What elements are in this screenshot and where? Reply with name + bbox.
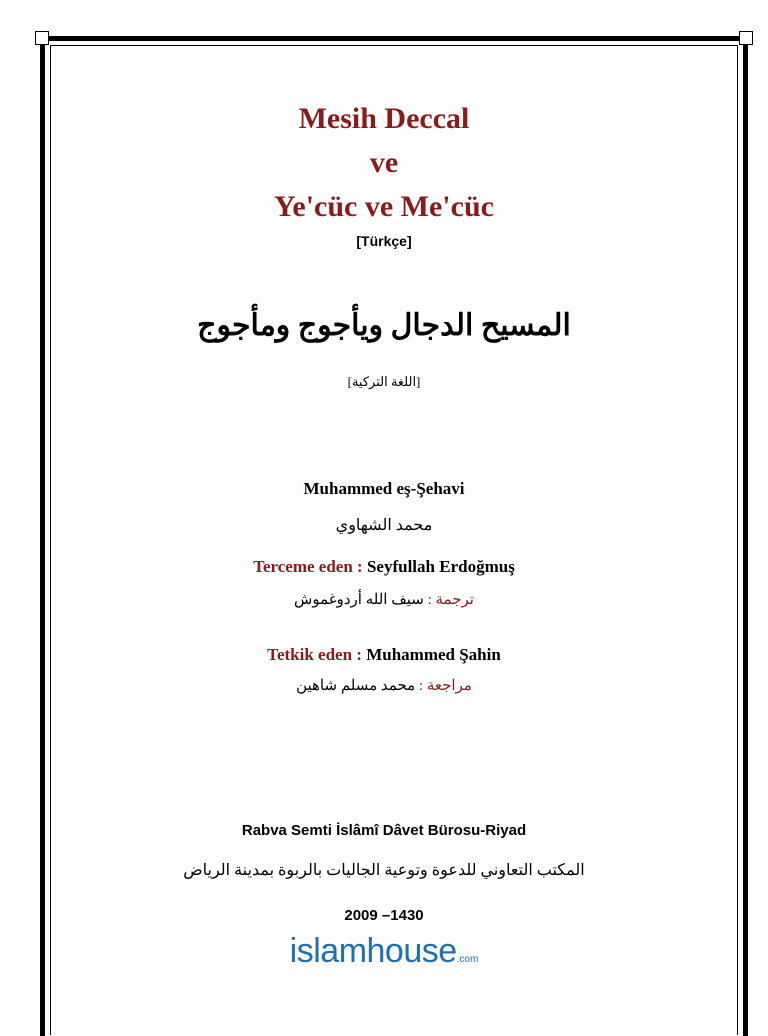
reviewer-name-arabic: محمد مسلم شاهين <box>296 678 416 694</box>
translator-label-arabic: ترجمة : <box>427 592 474 608</box>
publication-year: 2009 –1430 <box>344 907 424 924</box>
logo-domain: .com <box>456 954 479 965</box>
title-line-3: Ye'cüc ve Me'cüc <box>274 190 494 223</box>
reviewer-name: Muhammed Şahin <box>366 645 501 664</box>
reviewer-label: Tetkik eden : <box>267 645 362 664</box>
reviewer-label-arabic: مراجعة : <box>418 678 472 694</box>
publisher-office-arabic: المكتب التعاوني للدعوة وتوعية الجاليات بالربوة بمدينة الرياض <box>183 862 585 879</box>
logo-wordmark: islamhouse <box>289 932 457 970</box>
reviewer-credit-arabic <box>0 676 768 695</box>
author-name-arabic: محمد الشهاوي <box>335 517 433 534</box>
islamhouse-logo <box>0 932 768 971</box>
publisher-office: Rabva Semti İslâmî Dâvet Bürosu-Riyad <box>241 822 527 839</box>
arabic-language-tag: [اللغة التركية] <box>347 374 421 389</box>
translator-name-arabic: سيف الله أردوغموش <box>294 592 424 608</box>
translator-credit <box>0 557 768 577</box>
translator-label: Terceme eden : <box>253 557 363 576</box>
language-tag: [Türkçe] <box>356 233 412 249</box>
translator-credit-arabic <box>0 590 768 609</box>
author-name: Muhammed eş-Şehavi <box>303 479 465 498</box>
arabic-title: المسيح الدجال ويأجوج ومأجوج <box>197 309 571 342</box>
translator-name: Seyfullah Erdoğmuş <box>366 557 515 576</box>
reviewer-credit <box>0 645 768 665</box>
title-line-2: ve <box>369 146 399 179</box>
corner-ornament-left <box>35 31 49 45</box>
corner-ornament-right <box>739 31 753 45</box>
title-line-1: Mesih Deccal <box>298 102 470 135</box>
